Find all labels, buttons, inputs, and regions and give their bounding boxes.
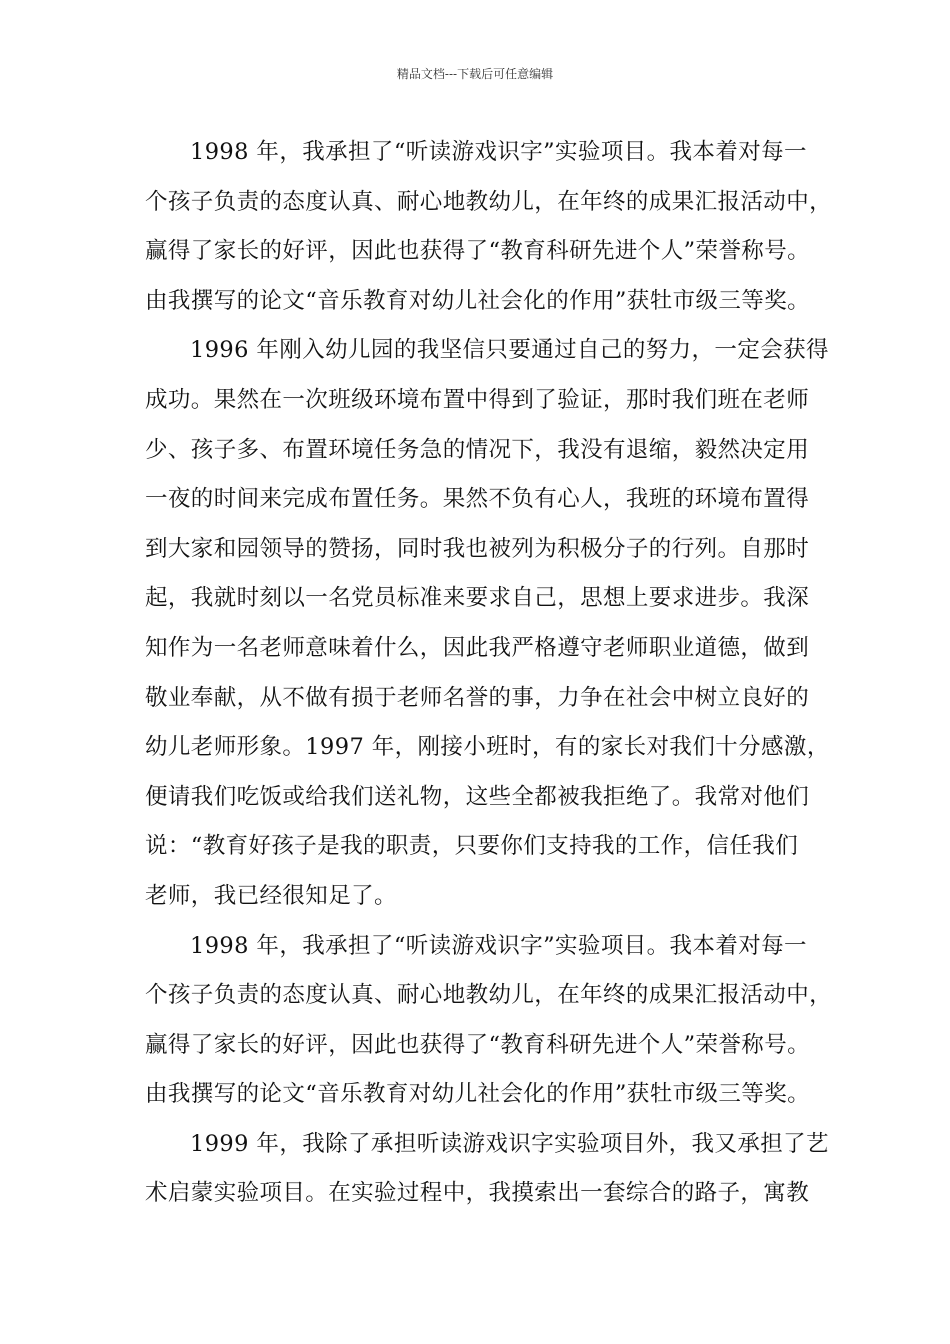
text-line: 幼儿老师形象。1997 年，刚接小班时，有的家长对我们十分感激， <box>145 734 830 761</box>
text-line: 个孩子负责的态度认真、耐心地教幼儿，在年终的成果汇报活动中， <box>145 188 833 215</box>
text-line: 说：“教育好孩子是我的职责，只要你们支持我的工作，信任我们 <box>145 833 799 860</box>
text-line: 由我撰写的论文“音乐教育对幼儿社会化的作用”获牡市级三等奖。 <box>145 1081 811 1108</box>
text-line: 术启蒙实验项目。在实验过程中，我摸索出一套综合的路子，寓教 <box>145 1180 810 1207</box>
text-line: 到大家和园领导的赞扬，同时我也被列为积极分子的行列。自那时 <box>145 535 810 562</box>
text-line: 赢得了家长的好评，因此也获得了“教育科研先进个人”荣誉称号。 <box>145 238 811 265</box>
text-line: 成功。果然在一次班级环境布置中得到了验证，那时我们班在老师 <box>145 386 810 413</box>
text-line: 赢得了家长的好评，因此也获得了“教育科研先进个人”荣誉称号。 <box>145 1031 811 1058</box>
text-line: 起，我就时刻以一名党员标准来要求自己，思想上要求进步。我深 <box>145 585 810 612</box>
page-header: 精品文档---下载后可任意编辑 <box>396 67 554 81</box>
text-line: 个孩子负责的态度认真、耐心地教幼儿，在年终的成果汇报活动中， <box>145 982 833 1009</box>
text-line: 知作为一名老师意味着什么，因此我严格遵守老师职业道德，做到 <box>145 634 810 661</box>
paragraph-first-line: 1998 年，我承担了“听读游戏识字”实验项目。我本着对每一 <box>190 139 807 165</box>
text-line: 由我撰写的论文“音乐教育对幼儿社会化的作用”获牡市级三等奖。 <box>145 287 811 314</box>
paragraph-first-line: 1998 年，我承担了“听读游戏识字”实验项目。我本着对每一 <box>190 932 807 959</box>
document-body <box>145 128 833 1219</box>
text-line: 老师，我已经很知足了。 <box>145 882 397 909</box>
text-line: 便请我们吃饭或给我们送礼物，这些全都被我拒绝了。我常对他们 <box>145 783 810 810</box>
paragraph-first-line: 1996 年刚入幼儿园的我坚信只要通过自己的努力，一定会获得 <box>190 337 829 364</box>
text-line: 一夜的时间来完成布置任务。果然不负有心人，我班的环境布置得 <box>145 486 810 513</box>
text-line: 敬业奉献，从不做有损于老师名誉的事，力争在社会中树立良好的 <box>145 684 810 711</box>
paragraph-first-line: 1999 年，我除了承担听读游戏识字实验项目外，我又承担了艺 <box>190 1130 829 1157</box>
text-line: 少、孩子多、布置环境任务急的情况下，我没有退缩，毅然决定用 <box>145 436 810 463</box>
